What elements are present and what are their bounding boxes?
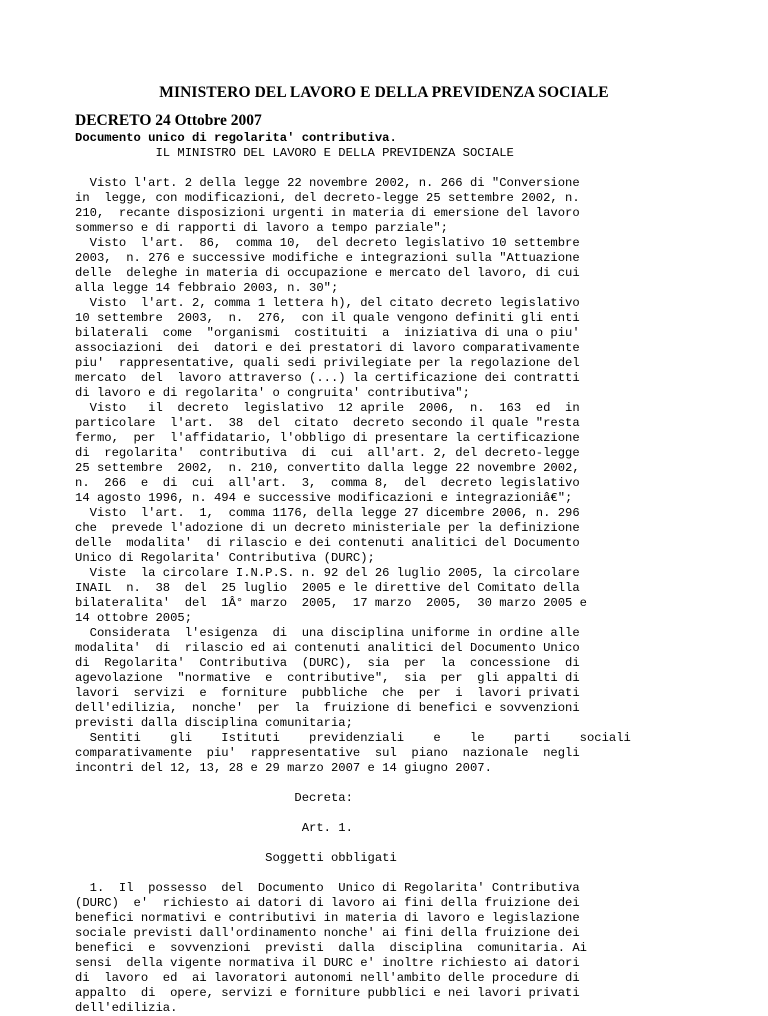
body-line: Visto l'art. 86, comma 10, del decreto legislativo 10 settembre (75, 236, 580, 250)
body-line: dell'edilizia. (75, 1001, 178, 1015)
body-line: 25 settembre 2002, n. 210, convertito dalla legge 22 novembre 2002, (75, 461, 580, 475)
body-line: Sentiti gli Istituti previdenziali e le parti sociali (75, 731, 631, 745)
body-line: di lavoro ed ai lavoratori autonomi nell'ambito delle procedure di (75, 971, 580, 985)
body-line: fermo, per l'affidatario, l'obbligo di presentare la certificazione (75, 431, 580, 445)
body-line: comparativamente piu' rappresentative sul piano nazionale negli (75, 746, 580, 760)
body-line: modalita' di rilascio ed ai contenuti analitici del Documento Unico (75, 641, 580, 655)
body-line: previsti dalla disciplina comunitaria; (75, 716, 353, 730)
body-line: 2003, n. 276 e successive modifiche e integrazioni sulla "Attuazione (75, 251, 580, 265)
body-line: in legge, con modificazioni, del decreto-legge 25 settembre 2002, n. (75, 191, 580, 205)
body-line: piu' rappresentative, quali sedi privilegiate per la regolazione del (75, 356, 580, 370)
body-line: (DURC) e' richiesto ai datori di lavoro ai fini della fruizione dei (75, 896, 580, 910)
body-line: bilaterali come "organismi costituiti a iniziativa di una o piu' (75, 326, 580, 340)
body-line: che prevede l'adozione di un decreto ministeriale per la definizione (75, 521, 580, 535)
ministry-heading: MINISTERO DEL LAVORO E DELLA PREVIDENZA SOCIALE (159, 84, 609, 101)
body-line: Unico di Regolarita' Contributiva (DURC); (75, 551, 375, 565)
body-line: 1. Il possesso del Documento Unico di Regolarita' Contributiva (75, 881, 580, 895)
body-line: Viste la circolare I.N.P.S. n. 92 del 26 luglio 2005, la circolare (75, 566, 580, 580)
body-line: IL MINISTRO DEL LAVORO E DELLA PREVIDENZA SOCIALE (75, 146, 514, 160)
body-line (75, 866, 631, 881)
body-line: sommerso e di rapporti di lavoro a tempo parziale"; (75, 221, 448, 235)
body-line: di regolarita' contributiva di cui all'art. 2, del decreto-legge (75, 446, 580, 460)
body-line: sensi della vigente normativa il DURC e' inoltre richiesto ai datori (75, 956, 580, 970)
body-line: dell'edilizia, nonche' per la fruizione di benefici e sovvenzioni (75, 701, 580, 715)
body-line (75, 836, 631, 851)
body-line: INAIL n. 38 del 25 luglio 2005 e le direttive del Comitato della (75, 581, 580, 595)
body-line: n. 266 e di cui all'art. 3, comma 8, del decreto legislativo (75, 476, 580, 490)
body-line (75, 776, 631, 791)
body-line: di lavoro e di regolarita' o congruita' contributiva"; (75, 386, 470, 400)
body-line: delle modalita' di rilascio e dei contenuti analitici del Documento (75, 536, 580, 550)
body-line: bilateralita' del 1Â° marzo 2005, 17 marzo 2005, 30 marzo 2005 e (75, 596, 587, 610)
body-line: Visto l'art. 2, comma 1 lettera h), del citato decreto legislativo (75, 296, 580, 310)
body-line: sociale previsti dall'ordinamento nonche' ai fini della fruizione dei (75, 926, 580, 940)
body-line: benefici normativi e contributivi in materia di lavoro e legislazione (75, 911, 580, 925)
body-line: associazioni dei datori e dei prestatori di lavoro comparativamente (75, 341, 580, 355)
body-line: Visto l'art. 1, comma 1176, della legge 27 dicembre 2006, n. 296 (75, 506, 580, 520)
decree-subject: Documento unico di regolarita' contributiva. (75, 131, 397, 145)
body-line: 14 agosto 1996, n. 494 e successive modificazioni e integrazioniâ€"; (75, 491, 573, 505)
body-line: di Regolarita' Contributiva (DURC), sia per la concessione di (75, 656, 580, 670)
body-line: Visto il decreto legislativo 12 aprile 2006, n. 163 ed in (75, 401, 580, 415)
body-line: agevolazione "normative e contributive", sia per gli appalti di (75, 671, 580, 685)
body-line: Soggetti obbligati (75, 851, 397, 865)
decree-title: DECRETO 24 Ottobre 2007 (75, 112, 262, 129)
body-line: Considerata l'esigenza di una disciplina uniforme in ordine alle (75, 626, 580, 640)
body-line: benefici e sovvenzioni previsti dalla disciplina comunitaria. Ai (75, 941, 587, 955)
body-line: 14 ottobre 2005; (75, 611, 193, 625)
body-line: 10 settembre 2003, n. 276, con il quale vengono definiti gli enti (75, 311, 580, 325)
body-line: 210, recante disposizioni urgenti in materia di emersione del lavoro (75, 206, 580, 220)
body-line: particolare l'art. 38 del citato decreto secondo il quale "resta (75, 416, 580, 430)
body-line: Visto l'art. 2 della legge 22 novembre 2002, n. 266 di "Conversione (75, 176, 580, 190)
body-line: lavori servizi e forniture pubbliche che per i lavori privati (75, 686, 580, 700)
body-line (75, 161, 631, 176)
body-line: alla legge 14 febbraio 2003, n. 30"; (75, 281, 339, 295)
body-line: mercato del lavoro attraverso (...) la certificazione dei contratti (75, 371, 580, 385)
body-line (75, 806, 631, 821)
body-line: Art. 1. (75, 821, 353, 835)
body-line: appalto di opere, servizi e forniture pubblici e nei lavori privati (75, 986, 580, 1000)
decree-body (75, 146, 631, 1016)
body-line: incontri del 12, 13, 28 e 29 marzo 2007 e 14 giugno 2007. (75, 761, 492, 775)
body-line: Decreta: (75, 791, 353, 805)
body-line: delle deleghe in materia di occupazione e mercato del lavoro, di cui (75, 266, 580, 280)
